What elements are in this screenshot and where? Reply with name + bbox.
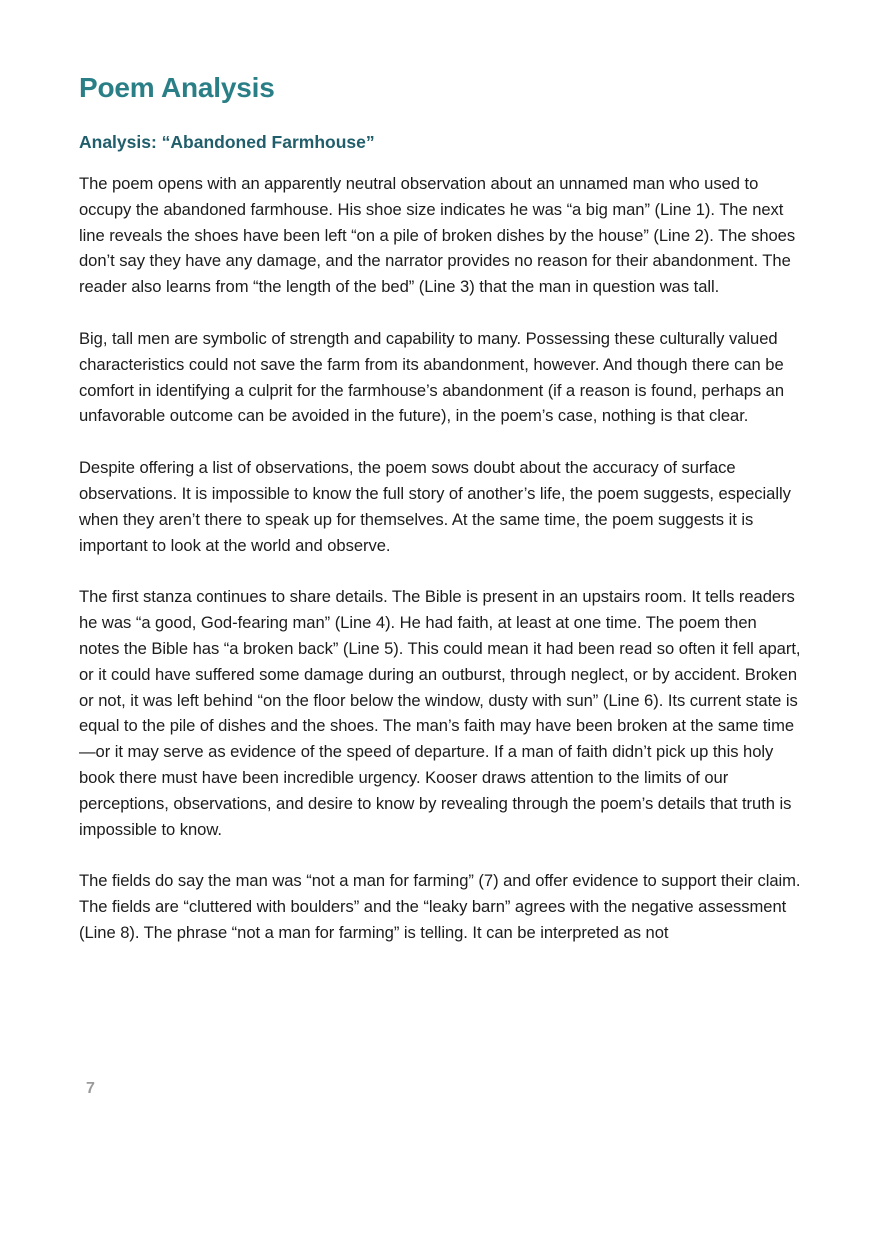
document-page bbox=[79, 70, 801, 946]
paragraph-3: Despite offering a list of observations, the poem sows doubt about the accuracy of surface observations. It is impossible to know the full story of another’s life, the poem suggests, especially when they aren’t there to speak up for themselves. At the same time, the poem suggests it is important to look at the world and observe. bbox=[79, 458, 791, 555]
paragraph-5: The fields do say the man was “not a man for farming” (7) and offer evidence to support their claim. The fields are “cluttered with boulders” and the “leaky barn” agrees with the negative assessment (Line 8). The phrase “not a man for farming” is telling. It can be interpreted as not bbox=[79, 871, 801, 942]
paragraph-4: The first stanza continues to share details. The Bible is present in an upstairs room. It tells readers he was “a good, God-fearing man” (Line 4). He had faith, at least at one time. The poem then notes the Bible has “a broken back” (Line 5). This could mean it had been read so often it fell apart, or it could have suffered some damage during an outburst, through neglect, or by accident. Broken or not, it was left behind “on the floor below the window, dusty with sun” (Line 6). Its current state is equal to the pile of dishes and the shoes. The man’s faith may have been broken at the same time—or it may serve as evidence of the speed of departure. If a man of faith didn’t pick up this holy book there must have been incredible urgency. Kooser draws attention to the limits of our perceptions, observations, and desire to know by revealing through the poem’s details that truth is impossible to know. bbox=[79, 587, 801, 839]
page-title: Poem Analysis bbox=[79, 72, 275, 103]
section-subtitle: Analysis: “Abandoned Farmhouse” bbox=[79, 132, 375, 152]
page-number: 7 bbox=[86, 1080, 95, 1097]
paragraph-2: Big, tall men are symbolic of strength and capability to many. Possessing these culturally valued characteristics could not save the farm from its abandonment, however. And though there can be comfort in identifying a culprit for the farmhouse’s abandonment (if a reason is found, perhaps an unfavorable outcome can be avoided in the future), in the poem’s case, nothing is that clear. bbox=[79, 328, 785, 426]
paragraph-1: The poem opens with an apparently neutral observation about an unnamed man who used to occupy the abandoned farmhouse. His shoe size indicates he was “a big man” (Line 1). The next line reveals the shoes have been left “on a pile of broken dishes by the house” (Line 2). The shoes don’t say they have any damage, and the narrator provides no reason for their abandonment. The reader also learns from “the length of the bed” (Line 3) that the man in question was tall. bbox=[79, 174, 796, 297]
